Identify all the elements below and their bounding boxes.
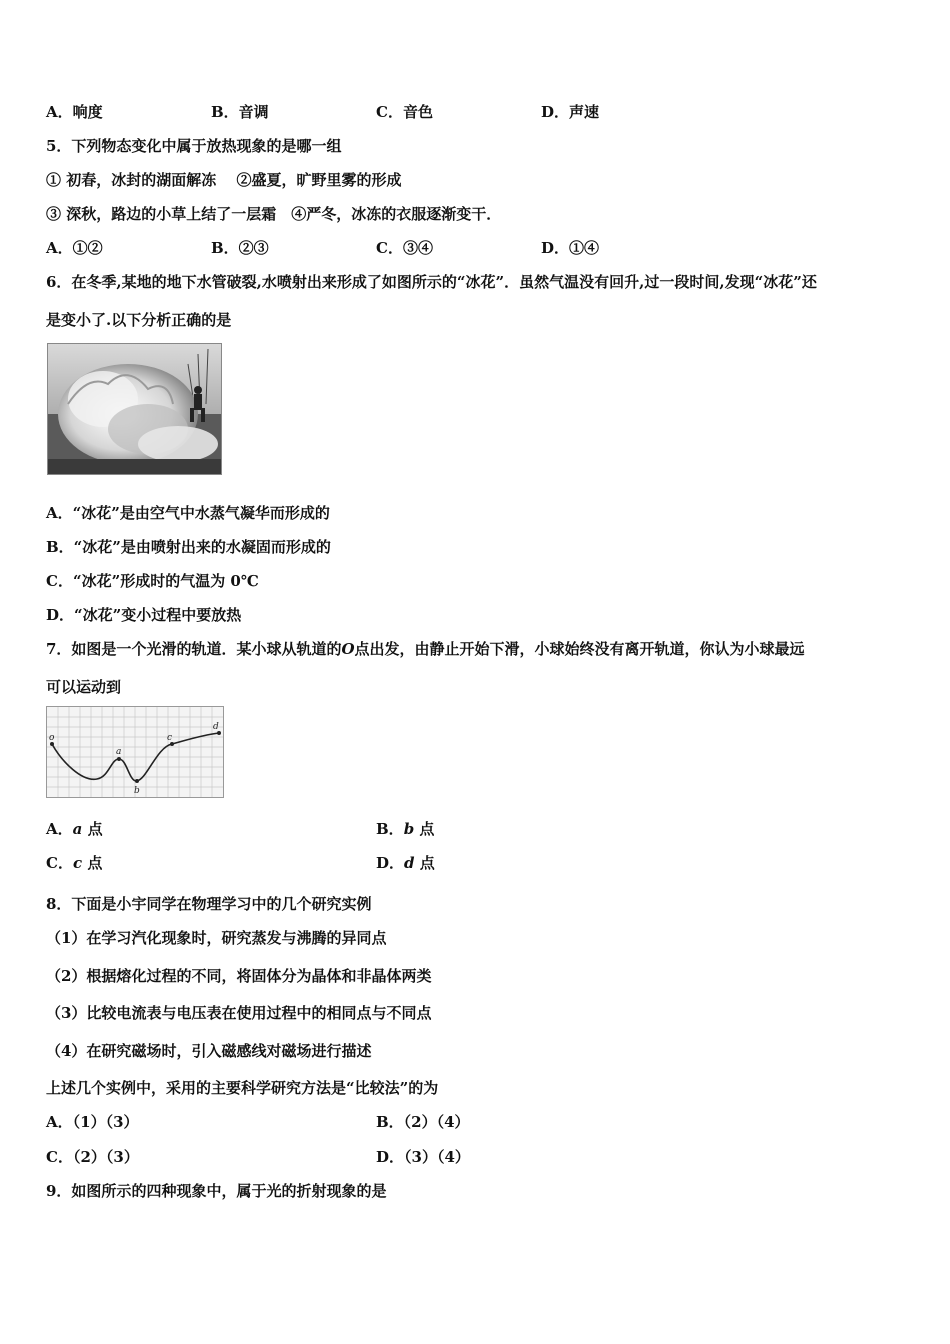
- q7-option-d: D．d 点: [376, 854, 435, 872]
- q8-question: 上述几个实例中，采用的主要科学研究方法是“比较法”的为: [46, 1079, 439, 1097]
- q6-stem-line-2: 是变小了.以下分析正确的是: [46, 311, 232, 329]
- q7-stem-line-1: 7．如图是一个光滑的轨道．某小球从轨道的O点出发，由静止开始下滑，小球始终没有离开轨道，你认为小球最远: [46, 640, 805, 658]
- q8-option-a: A．（1）（3）: [46, 1113, 139, 1131]
- q7-stem-line-2: 可以运动到: [46, 678, 122, 696]
- track-label-c: c: [167, 733, 173, 743]
- q8-item-4: （4）在研究磁场时，引入磁感线对磁场进行描述: [46, 1042, 372, 1060]
- q7-option-b: B．b 点: [376, 820, 435, 838]
- q5-option-a: A．①②: [46, 239, 103, 257]
- q8-item-2: （2）根据熔化过程的不同，将固体分为晶体和非晶体两类: [46, 967, 432, 985]
- q6-option-a: A．“冰花”是由空气中水蒸气凝华而形成的: [46, 504, 330, 522]
- q6-option-c: C．“冰花”形成时的气温为 0℃: [46, 572, 259, 590]
- q6-stem-line-1: 6．在冬季,某地的地下水管破裂,水喷射出来形成了如图所示的“冰花”．虽然气温没有回升,过一段时间,发现“冰花”还: [46, 273, 817, 291]
- q4-option-a: A．响度: [46, 103, 103, 121]
- ice-flower-photo: [47, 343, 222, 475]
- q9-stem: 9．如图所示的四种现象中，属于光的折射现象的是: [46, 1182, 387, 1200]
- q8-option-b: B．（2）（4）: [376, 1113, 470, 1131]
- q8-item-1: （1）在学习汽化现象时，研究蒸发与沸腾的异同点: [46, 929, 387, 947]
- q5-option-b: B．②③: [211, 239, 269, 257]
- q5-stem: 5．下列物态变化中属于放热现象的是哪一组: [46, 137, 342, 155]
- q7-option-c: C．c 点: [46, 854, 103, 872]
- q5-option-c: C．③④: [376, 239, 433, 257]
- q6-option-b: B．“冰花”是由喷射出来的水凝固而形成的: [46, 538, 331, 556]
- q4-option-b: B．音调: [211, 103, 269, 121]
- q8-option-d: D．（3）（4）: [376, 1148, 470, 1166]
- q4-option-d: D．声速: [541, 103, 600, 121]
- q5-option-d: D．①④: [541, 239, 600, 257]
- track-label-b: b: [134, 786, 140, 796]
- q7-option-a: A．a 点: [46, 820, 103, 838]
- q8-option-c: C．（2）（3）: [46, 1148, 139, 1166]
- q8-item-3: （3）比较电流表与电压表在使用过程中的相同点与不同点: [46, 1004, 432, 1022]
- q8-stem: 8．下面是小宇同学在物理学习中的几个研究实例: [46, 895, 372, 913]
- track-label-o: o: [49, 733, 55, 743]
- track-label-a: a: [116, 747, 122, 757]
- q5-item-1: ① 初春，冰封的湖面解冻 ②盛夏，旷野里雾的形成: [46, 171, 402, 189]
- q4-option-c: C．音色: [376, 103, 433, 121]
- track-label-d: d: [213, 722, 219, 732]
- q6-option-d: D．“冰花”变小过程中要放热: [46, 606, 242, 624]
- q5-item-2: ③ 深秋，路边的小草上结了一层霜 ④严冬，冰冻的衣服逐渐变干．: [46, 205, 502, 223]
- smooth-track-figure: [46, 706, 224, 798]
